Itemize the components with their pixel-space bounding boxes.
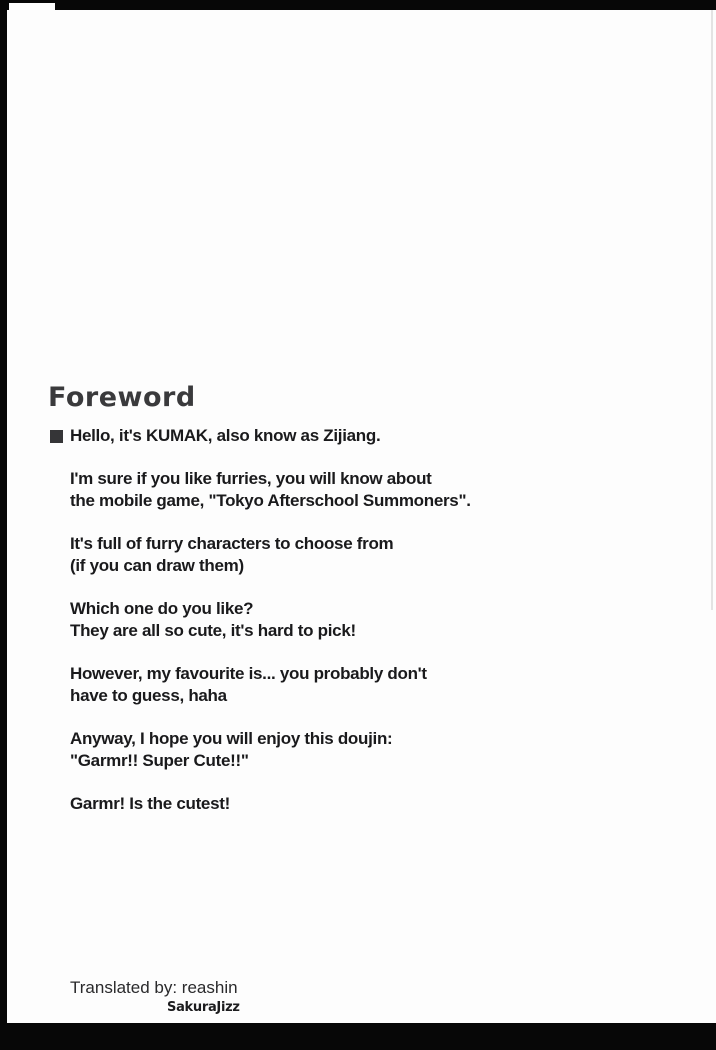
foreword-line: Hello, it's KUMAK, also know as Zijiang. — [70, 426, 381, 445]
foreword-line: Which one do you like? — [70, 599, 254, 618]
foreword-line: I'm sure if you like furries, you will know about — [70, 469, 432, 488]
bullet-square-icon — [50, 430, 63, 443]
scan-border-top — [0, 0, 716, 10]
foreword-paragraph — [70, 663, 630, 707]
foreword-line: However, my favourite is... you probably don't — [70, 664, 427, 683]
foreword-line: Anyway, I hope you will enjoy this doujin: — [70, 729, 393, 748]
foreword-body — [70, 425, 630, 836]
foreword-line: Garmr! Is the cutest! — [70, 794, 230, 813]
scanlation-group-credit: SakuraJizz — [167, 1000, 240, 1015]
foreword-paragraph — [70, 468, 630, 512]
foreword-line: "Garmr!! Super Cute!!" — [70, 751, 249, 770]
foreword-paragraph — [70, 598, 630, 642]
scan-border-left — [0, 0, 7, 1050]
foreword-line: They are all so cute, it's hard to pick! — [70, 621, 356, 640]
scan-border-bottom — [0, 1023, 716, 1050]
foreword-line: (if you can draw them) — [70, 556, 244, 575]
scan-border-notch — [9, 3, 55, 10]
foreword-line: It's full of furry characters to choose from — [70, 534, 394, 553]
foreword-line: have to guess, haha — [70, 686, 227, 705]
foreword-paragraph — [70, 533, 630, 577]
foreword-paragraph — [70, 728, 630, 772]
foreword-line: the mobile game, "Tokyo Afterschool Summoners". — [70, 491, 471, 510]
foreword-paragraph-intro — [70, 425, 630, 447]
page-edge-shadow — [711, 10, 713, 610]
foreword-paragraph — [70, 793, 630, 815]
page-title: Foreword — [48, 382, 196, 413]
translator-credit: Translated by: reashin — [70, 978, 238, 997]
